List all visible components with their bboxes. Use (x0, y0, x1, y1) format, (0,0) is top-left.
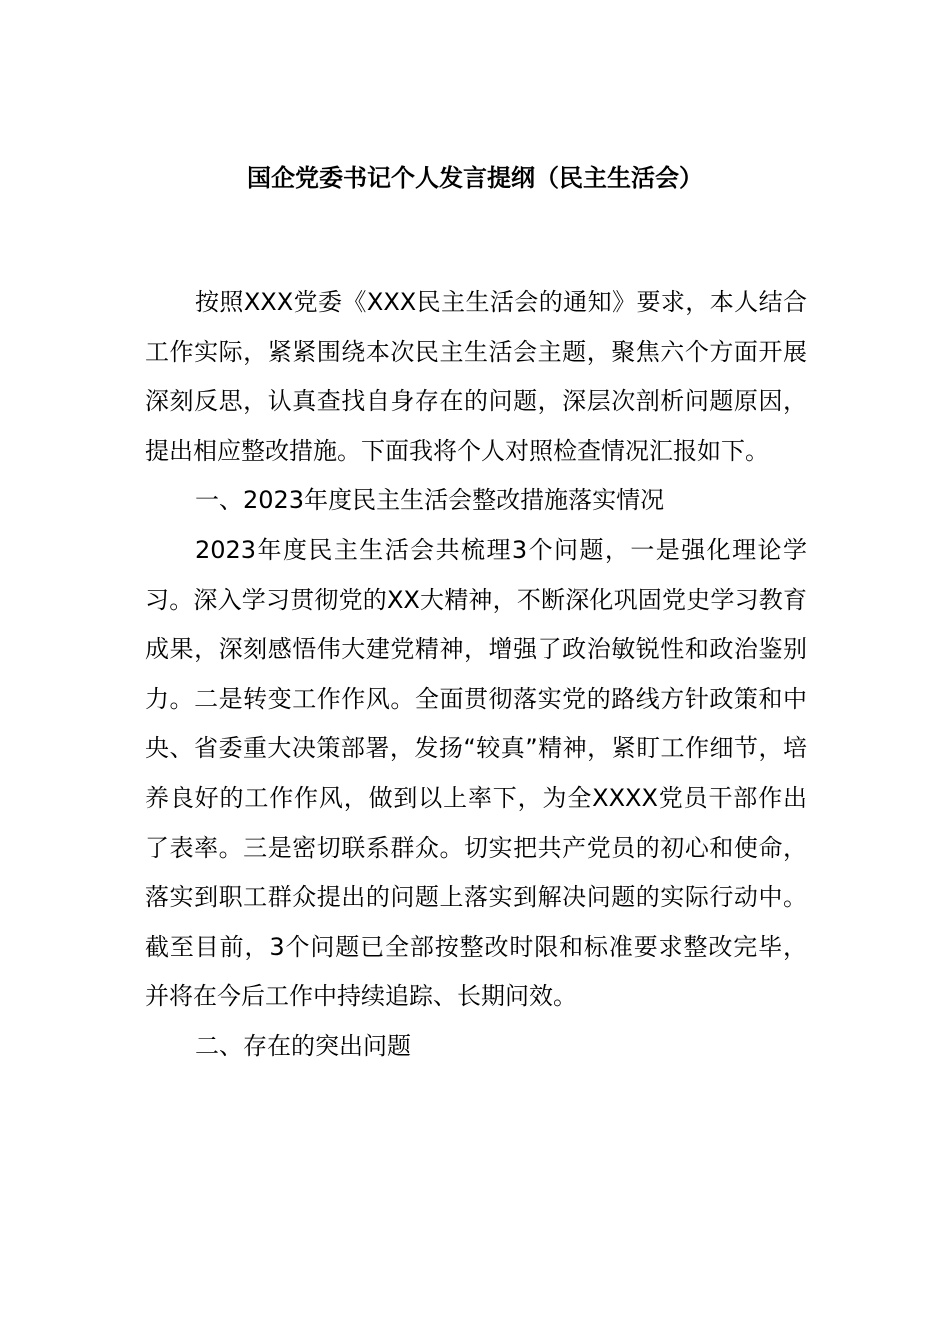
document-body (145, 278, 807, 1072)
document-title: 国企党委书记个人发言提纲（民主生活会） (247, 164, 703, 192)
intro-paragraph: 按照XXX党委《XXX民主生活会的通知》要求，本人结合工作实际，紧紧围绕本次民主生活会主题，聚焦六个方面开展深刻反思，认真查找自身存在的问题，深层次剖析问题原因，提出相应整改措施。下面我将个人对照检查情况汇报如下。 (145, 288, 807, 465)
section-heading-1: 一、2023年度民主生活会整改措施落实情况 (195, 486, 665, 515)
section-1-paragraph: 2023年度民主生活会共梳理3个问题，一是强化理论学习。深入学习贯彻党的XX大精神，不断深化巩固党史学习教育成果，深刻感悟伟大建党精神，增强了政治敏锐性和政治鉴别力。二是转变工作作风。全面贯彻落实党的路线方针政策和中央、省委重大决策部署，发扬“较真”精神，紧盯工作细节，培养良好的工作作风，做到以上率下，为全XXXX党员干部作出了表率。三是密切联系群众。切实把共产党员的初心和使命，落实到职工群众提出的问题上落实到解决问题的实际行动中。截至目前，3个问题已全部按整改时限和标准要求整改完毕，并将在今后工作中持续追踪、长期问效。 (145, 535, 807, 1011)
section-heading-2: 二、存在的突出问题 (195, 1031, 411, 1060)
